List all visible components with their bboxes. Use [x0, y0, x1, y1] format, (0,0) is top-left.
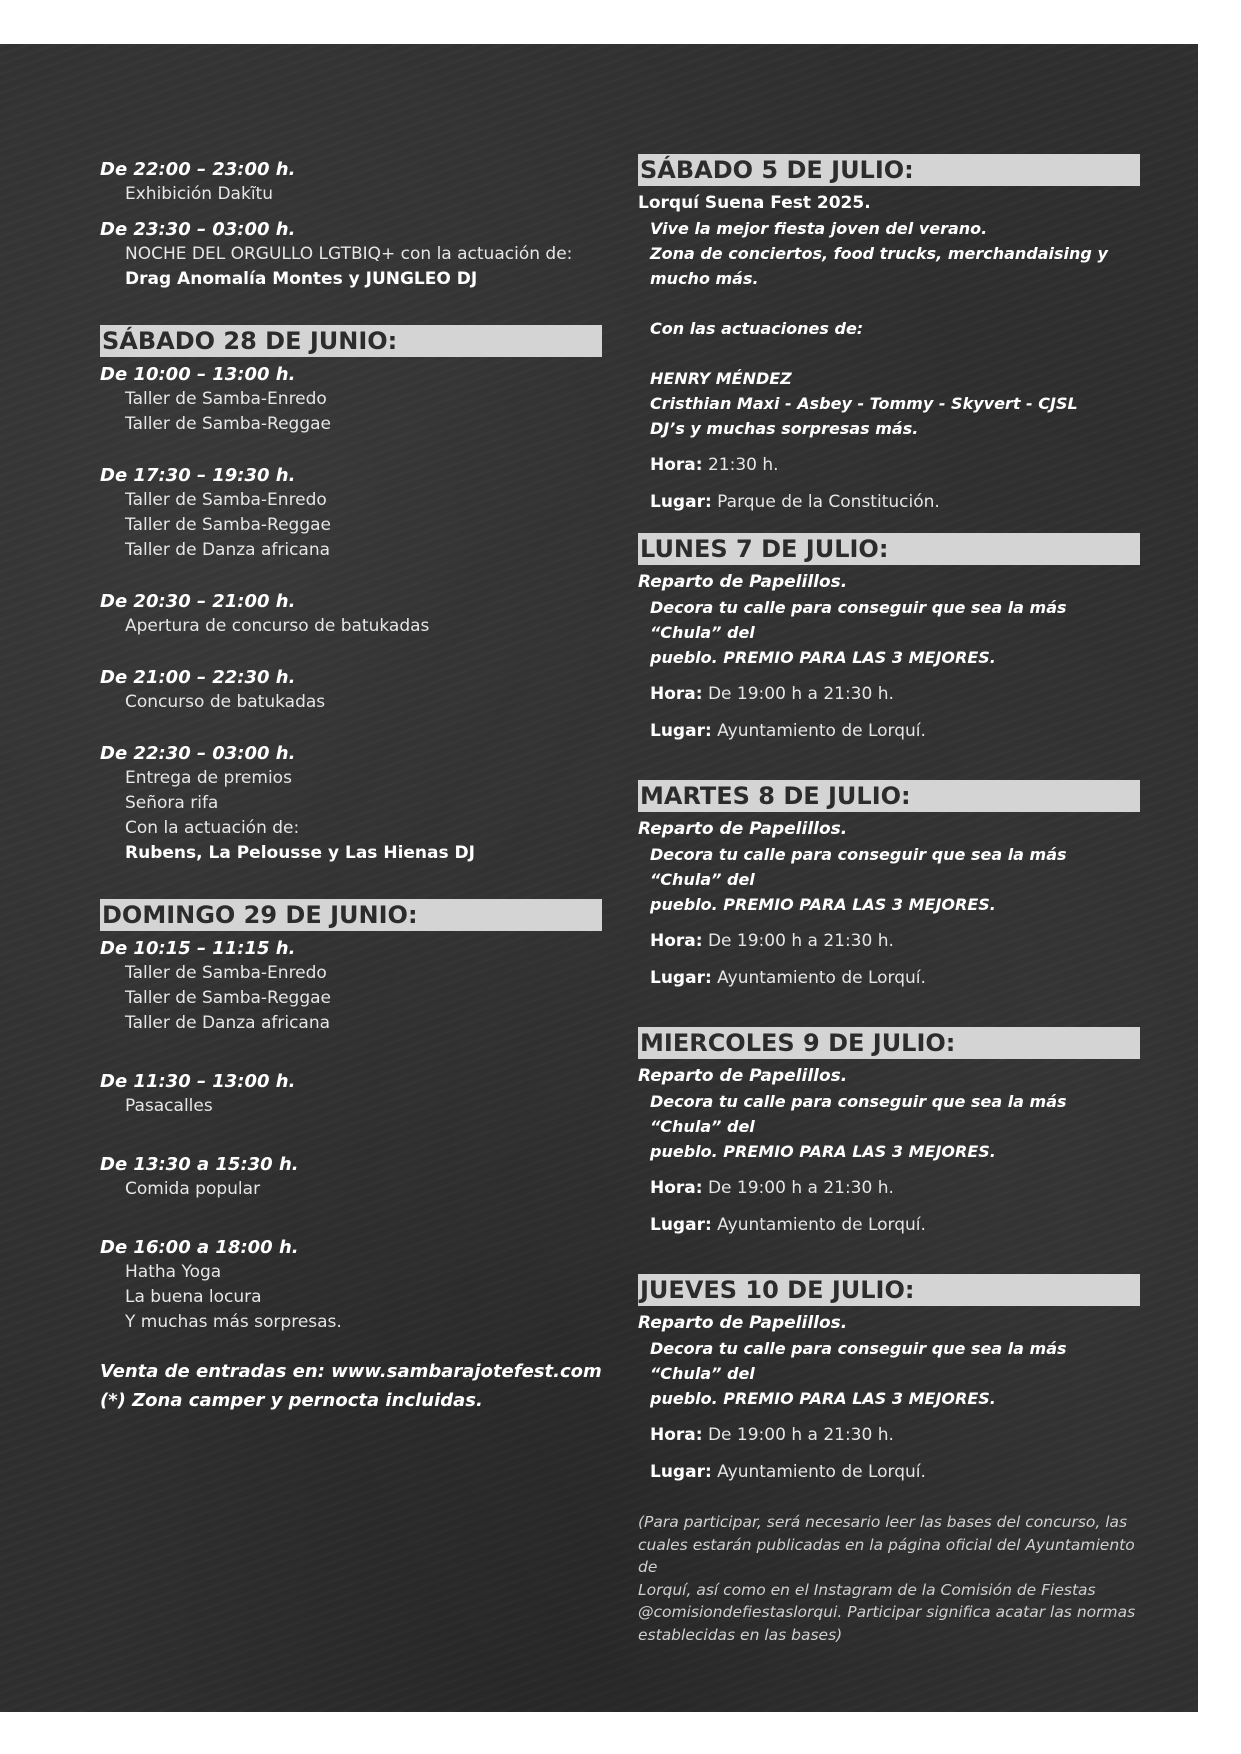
- activity: Comida popular: [125, 1179, 261, 1199]
- time-label: De 10:15 – 11:15 h.: [100, 938, 296, 959]
- day-header-lunes-7: LUNES 7 DE JULIO:: [638, 533, 1140, 565]
- lugar-label: Lugar:: [650, 968, 712, 988]
- day-header-martes-8: MARTES 8 DE JULIO:: [638, 780, 1140, 812]
- note-line: establecidas en las bases): [638, 1625, 843, 1644]
- time-label: De 16:00 a 18:00 h.: [100, 1237, 299, 1258]
- time-slot: [100, 362, 610, 437]
- event-title: Reparto de Papelillos.: [638, 1066, 848, 1086]
- hora-value: De 19:00 h a 21:30 h.: [707, 684, 894, 704]
- day-header-sabado-28: SÁBADO 28 DE JUNIO:: [100, 325, 602, 357]
- lugar-label: Lugar:: [650, 1462, 712, 1482]
- event-place: [638, 1213, 1143, 1238]
- lugar-value: Ayuntamiento de Lorquí.: [717, 1215, 926, 1235]
- event-description: Decora tu calle para conseguir que sea la más “Chula” del: [650, 1339, 1067, 1383]
- activity: Taller de Samba-Reggae: [125, 988, 332, 1008]
- day-header-sabado-5: SÁBADO 5 DE JULIO:: [638, 154, 1140, 186]
- day-header-jueves-10: JUEVES 10 DE JULIO:: [638, 1274, 1140, 1306]
- time-slot: [100, 665, 610, 715]
- event-description: pueblo. PREMIO PARA LAS 3 MEJORES.: [650, 648, 996, 667]
- time-slot: [100, 1235, 610, 1335]
- activity: Hatha Yoga: [125, 1262, 222, 1282]
- hora-value: De 19:00 h a 21:30 h.: [707, 1425, 894, 1445]
- activity: La buena locura: [125, 1287, 262, 1307]
- event-description: pueblo. PREMIO PARA LAS 3 MEJORES.: [650, 895, 996, 914]
- time-slot: [100, 589, 610, 639]
- left-column: [100, 157, 610, 1415]
- event-place: [638, 966, 1143, 991]
- hora-label: Hora:: [650, 1178, 703, 1198]
- lugar-label: Lugar:: [650, 492, 712, 512]
- hora-label: Hora:: [650, 1425, 703, 1445]
- activity: Entrega de premios: [125, 768, 292, 788]
- event-description: Decora tu calle para conseguir que sea la más “Chula” del: [650, 1092, 1067, 1136]
- artist-line: HENRY MÉNDEZ: [650, 369, 792, 388]
- event-time: [638, 1176, 1143, 1201]
- camper-note: (*) Zona camper y pernocta incluidas.: [100, 1390, 483, 1411]
- participation-note: [638, 1511, 1143, 1646]
- time-label: De 23:30 – 03:00 h.: [100, 219, 296, 240]
- event-time: [638, 682, 1143, 707]
- day-header-domingo-29: DOMINGO 29 DE JUNIO:: [100, 899, 602, 931]
- lugar-value: Parque de la Constitución.: [717, 492, 940, 512]
- time-slot: [100, 1069, 610, 1119]
- time-label: De 22:30 – 03:00 h.: [100, 743, 296, 764]
- performers: Rubens, La Pelousse y Las Hienas DJ: [125, 843, 475, 863]
- time-slot: [100, 1152, 610, 1202]
- lugar-label: Lugar:: [650, 721, 712, 741]
- activity: Pasacalles: [125, 1096, 213, 1116]
- activity: NOCHE DEL ORGULLO LGTBIQ+ con la actuación de:: [125, 244, 573, 264]
- note-line: Lorquí, así como en el Instagram de la Comisión de Fiestas: [638, 1580, 1096, 1599]
- time-label: De 22:00 – 23:00 h.: [100, 159, 296, 180]
- artist-line: Cristhian Maxi - Asbey - Tommy - Skyvert - CJSL: [650, 394, 1078, 413]
- time-slot: [100, 936, 610, 1036]
- hora-value: De 19:00 h a 21:30 h.: [707, 931, 894, 951]
- time-label: De 21:00 – 22:30 h.: [100, 667, 296, 688]
- event-time: [638, 453, 1143, 478]
- actuaciones-label: Con las actuaciones de:: [650, 319, 864, 338]
- activity: Con la actuación de:: [125, 818, 300, 838]
- hora-label: Hora:: [650, 931, 703, 951]
- event-description: Decora tu calle para conseguir que sea la más “Chula” del: [650, 598, 1067, 642]
- activity: Taller de Samba-Reggae: [125, 515, 332, 535]
- hora-label: Hora:: [650, 684, 703, 704]
- right-column: [638, 154, 1143, 1646]
- note-line: cuales estarán publicadas en la página oficial del Ayuntamiento de: [638, 1535, 1135, 1576]
- event-place: [638, 490, 1143, 515]
- event-description: Zona de conciertos, food trucks, merchandaising y mucho más.: [650, 244, 1108, 288]
- activity: Apertura de concurso de batukadas: [125, 616, 430, 636]
- intro-slot: [100, 157, 610, 207]
- activity: Concurso de batukadas: [125, 692, 326, 712]
- activity: Y muchas más sorpresas.: [125, 1312, 342, 1332]
- activity: Taller de Samba-Enredo: [125, 963, 327, 983]
- note-line: (Para participar, será necesario leer las bases del concurso, las: [638, 1513, 1128, 1531]
- activity: Taller de Samba-Enredo: [125, 389, 327, 409]
- event-title: Reparto de Papelillos.: [638, 1313, 848, 1333]
- event-time: [638, 1423, 1143, 1448]
- day-header-miercoles-9: MIERCOLES 9 DE JULIO:: [638, 1027, 1140, 1059]
- activity: Taller de Samba-Enredo: [125, 490, 327, 510]
- activity: Taller de Samba-Reggae: [125, 414, 332, 434]
- activity: Señora rifa: [125, 793, 219, 813]
- event-description: pueblo. PREMIO PARA LAS 3 MEJORES.: [650, 1142, 996, 1161]
- lugar-value: Ayuntamiento de Lorquí.: [717, 721, 926, 741]
- time-slot: [100, 463, 610, 563]
- event-description: pueblo. PREMIO PARA LAS 3 MEJORES.: [650, 1389, 996, 1408]
- ticket-sales-text: Venta de entradas en: www.sambarajotefest.com: [100, 1361, 602, 1382]
- event-title: Reparto de Papelillos.: [638, 572, 848, 592]
- lugar-value: Ayuntamiento de Lorquí.: [717, 968, 926, 988]
- event-time: [638, 929, 1143, 954]
- event-description: Decora tu calle para conseguir que sea la más “Chula” del: [650, 845, 1067, 889]
- performers: Drag Anomalía Montes y JUNGLEO DJ: [125, 269, 478, 289]
- time-label: De 17:30 – 19:30 h.: [100, 465, 296, 486]
- event-place: [638, 719, 1143, 744]
- hora-value: 21:30 h.: [707, 455, 779, 475]
- event-title: Reparto de Papelillos.: [638, 819, 848, 839]
- time-label: De 10:00 – 13:00 h.: [100, 364, 296, 385]
- event-title: Lorquí Suena Fest 2025.: [638, 193, 871, 213]
- lugar-value: Ayuntamiento de Lorquí.: [717, 1462, 926, 1482]
- hora-label: Hora:: [650, 455, 703, 475]
- time-label: De 13:30 a 15:30 h.: [100, 1154, 299, 1175]
- time-slot: [100, 741, 610, 866]
- time-label: De 20:30 – 21:00 h.: [100, 591, 296, 612]
- note-line: @comisiondefiestaslorqui. Participar significa acatar las normas: [638, 1603, 1136, 1621]
- activity: Taller de Danza africana: [125, 1013, 331, 1033]
- lugar-label: Lugar:: [650, 1215, 712, 1235]
- activity: Taller de Danza africana: [125, 540, 331, 560]
- intro-slot: [100, 217, 610, 292]
- event-place: [638, 1460, 1143, 1485]
- artist-line: DJ’s y muchas sorpresas más.: [650, 419, 919, 438]
- hora-value: De 19:00 h a 21:30 h.: [707, 1178, 894, 1198]
- time-label: De 11:30 – 13:00 h.: [100, 1071, 296, 1092]
- event-description: Vive la mejor fiesta joven del verano.: [650, 219, 988, 238]
- activity: Exhibición Dakĩtu: [125, 184, 273, 204]
